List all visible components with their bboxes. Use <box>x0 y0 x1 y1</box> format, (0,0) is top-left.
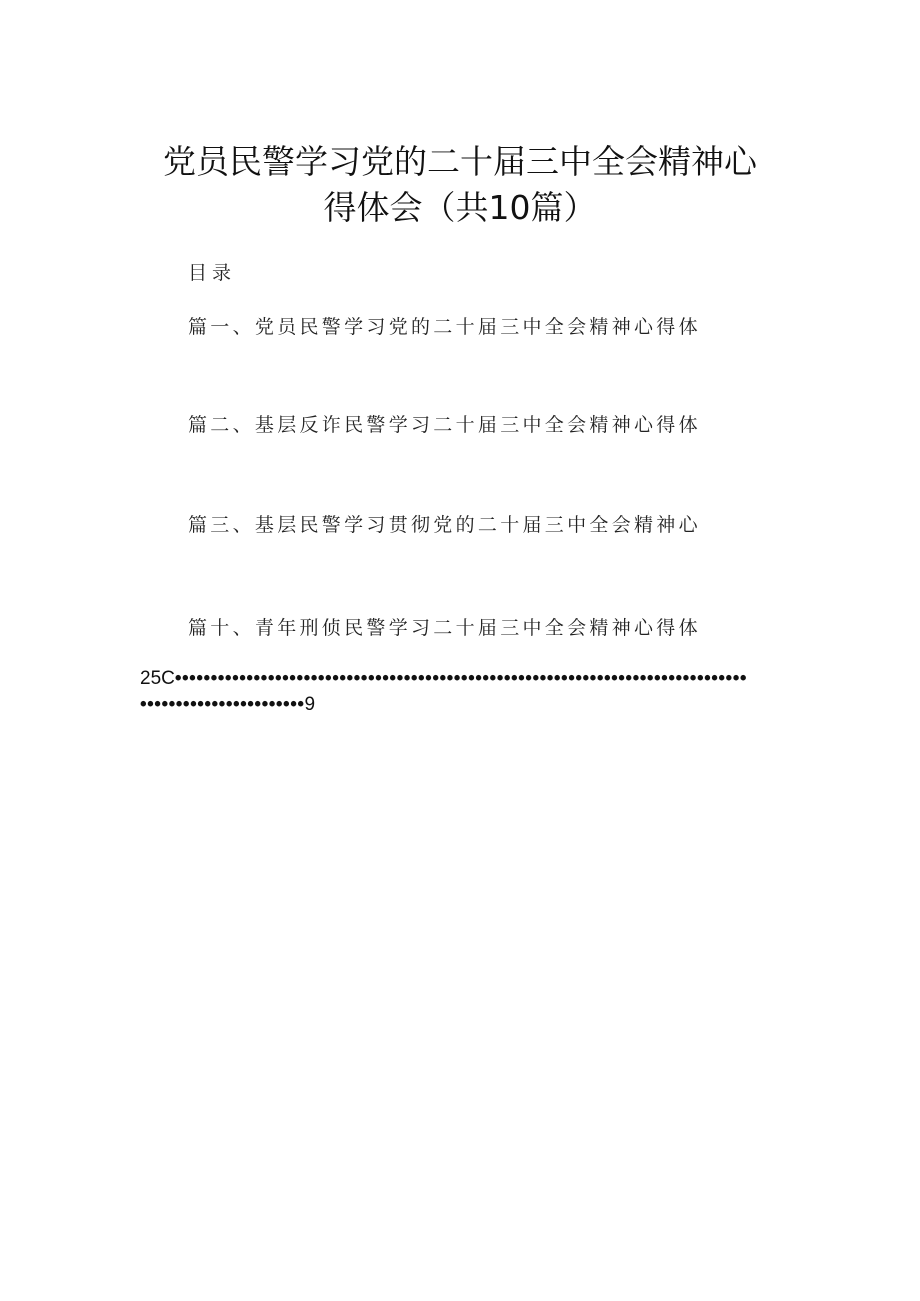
toc-leader-line-2 <box>140 694 340 716</box>
toc-item-4: 篇十、青年刑侦民警学习二十届三中全会精神心得体 <box>188 617 701 639</box>
toc-leader-dots: •••••••••••••••••••••••••••••••••••••••••••••••••••••••••••••••••••••••••••••••• <box>174 668 748 689</box>
toc-page-number: 9 <box>304 694 316 715</box>
toc-item-1: 篇一、党员民警学习党的二十届三中全会精神心得体 <box>188 316 701 338</box>
document-title-line-1: 党员民警学习党的二十届三中全会精神心 <box>163 142 757 181</box>
toc-heading: 目录 <box>188 262 237 284</box>
toc-item-2: 篇二、基层反诈民警学习二十届三中全会精神心得体 <box>188 414 701 436</box>
toc-item-3: 篇三、基层民警学习贯彻党的二十届三中全会精神心 <box>188 514 701 536</box>
toc-leader-dots-2: ••••••••••••••••••••••• <box>140 694 305 715</box>
toc-leader-prefix: 25C <box>140 668 175 689</box>
document-title-line-2: 得体会（共10篇） <box>323 188 597 227</box>
toc-leader-line-1 <box>140 668 780 690</box>
